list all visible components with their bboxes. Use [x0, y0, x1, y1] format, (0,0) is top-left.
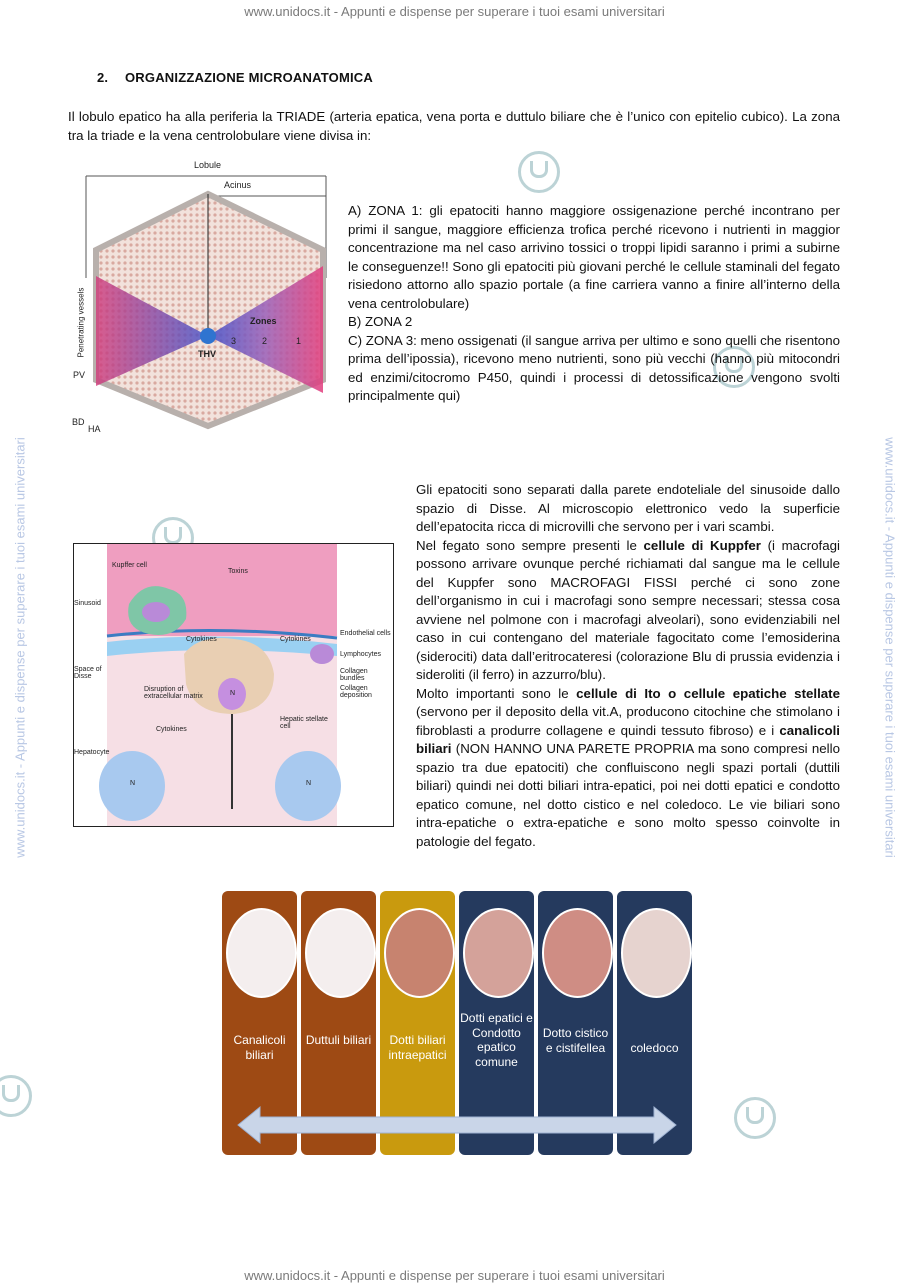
label-collagen-deposition: Collagen deposition — [340, 685, 372, 699]
flow-label: Dotti epatici e Condotto epatico comune — [460, 1011, 533, 1069]
label-endothelial-cells: Endothelial cells — [340, 630, 391, 637]
label-toxins: Toxins — [228, 568, 248, 575]
header-watermark: www.unidocs.it - Appunti e dispense per superare i tuoi esami universitari — [244, 4, 665, 19]
canalicoli-term: canalicoli biliari — [416, 722, 840, 756]
flow-label: Canalicoli biliari — [233, 1033, 286, 1062]
flow-label: Duttuli biliari — [305, 1033, 372, 1047]
zone-1-text: A) ZONA 1: gli epatociti hanno maggiore ossigenazione perché incontrano per primi il sangue, maggiore efficienza trofica perché ricevono i nutrienti in maggior concentrazione ma nel caso arrivino tossici o troppi lipidi saranno i primi a subirne le conseguenze!! Sono gli epatociti più giovani perché le cellule staminali del fegato risiedono attorno allo spazio portale (a fine carriera vanno a finire all’interno della vena centrolobulare) — [348, 203, 840, 311]
label-acinus: Acinus — [224, 180, 252, 190]
label-collagen-bundles: Collagen bundles — [340, 668, 368, 682]
label-zones: Zones — [250, 316, 277, 326]
zones-description — [348, 202, 840, 406]
label-zone-2: 2 — [262, 336, 268, 346]
zone-2-text: B) ZONA 2 — [348, 314, 413, 329]
flow-illustration — [621, 908, 692, 998]
label-penetrating-vessels: Penetrating vessels — [76, 287, 86, 358]
section-number: 2. — [97, 70, 109, 85]
bile-ducts-flow-diagram — [222, 891, 692, 1157]
kupffer-term: cellule di Kuppfer — [643, 537, 761, 553]
intro-paragraph: Il lobulo epatico ha alla periferia la TRIADE (arteria epatica, vena porta e duttulo biliare che è l’unico con epitelio cubico). La zona tra la triade e la vena centrolobulare viene divisa in: — [68, 109, 840, 143]
ito-term: cellule di Ito o cellule epatiche stellate — [576, 685, 840, 701]
flow-illustration — [384, 908, 455, 998]
watermark-logo-icon — [734, 1097, 776, 1139]
hepatic-cells-figure — [73, 543, 394, 827]
label-zone-1: 1 — [296, 336, 302, 346]
right-side-watermark: www.unidocs.it - Appunti e dispense per superare i tuoi esami universitari — [882, 437, 898, 858]
ito-text-e: (NON HANNO UNA PARETE PROPRIA ma sono compresi nello spazio tra due epatociti) che confluiscono negli spazi portali (duttili biliari) quindi nei dotti biliari intra-epatici, poi nei dotti epatici e condotto epatico comune, nel dotto cistico e nel coledoco. Le vie biliari sono intra-epatiche o extra-epatiche e sono molto spesso coinvolte in patologie del fegato. — [416, 741, 840, 849]
label-hepatocyte: Hepatocyte — [74, 749, 110, 756]
label-lobule: Lobule — [194, 160, 222, 170]
watermark-logo-icon — [0, 1075, 32, 1117]
watermark-logo-icon — [518, 151, 560, 193]
kupffer-text-a: Nel fegato sono sempre presenti le — [416, 537, 644, 553]
label-cytokines-2: Cytokines — [280, 636, 311, 643]
double-arrow-icon — [222, 1095, 692, 1155]
flow-illustration — [463, 908, 534, 998]
section-title: ORGANIZZAZIONE MICROANATOMICA — [125, 70, 373, 85]
label-nucleus-center: N — [230, 690, 236, 697]
label-ha: HA — [88, 424, 101, 434]
ito-text-c: (servono per il deposito della vit.A, producono citochine che stimolano i fibroblasti a produrre collagene e quindi tessuto fibroso) e i — [416, 704, 840, 738]
label-disruption: Disruption of extracellular matrix — [144, 686, 203, 700]
label-bd: BD — [72, 417, 85, 427]
lobule-diagram — [68, 158, 343, 433]
flow-label: coledoco — [630, 1041, 679, 1055]
label-nucleus-right: N — [306, 780, 312, 787]
cells-description — [416, 481, 840, 851]
label-lymphocytes: Lymphocytes — [340, 651, 381, 658]
section-heading — [97, 70, 373, 85]
flow-label: Dotto cistico e cistifellea — [542, 1026, 609, 1055]
kupffer-text-c: (i macrofagi possono arrivare ovunque perché richiamati dal sangue ma le cellule del Kuppfer sono MACROFAGI FISSI perché ci sono zone dell’organismo in cui i macrofagi sono sempre necessari; stessa cosa avviene nel polmone con i macrofagi alveolari), sono evidenziabili nel caso in cui contengano del materiale fagocitato come l’emosiderina (siderociti) data dall’eritrocateresi (colorazione Blu di prussia evidenzia i sideroliti (il ferro) in azzurro/blu). — [416, 537, 840, 682]
flow-illustration — [305, 908, 376, 998]
ito-paragraph — [416, 685, 840, 852]
label-hepatic-stellate-cell: Hepatic stellate cell — [280, 716, 328, 730]
zone-3-text: C) ZONA 3: meno ossigenati (il sangue arriva per ultimo e sono quelli che risentono prima dell’ipossia), ricevono meno nutrienti, sono più vecchi (hanno più mitocondri ed enzimi/citocromo P450, quindi i processi di detossificazione vengono svolti principalmente qui) — [348, 332, 840, 403]
disse-paragraph: Gli epatociti sono separati dalla parete endoteliale del sinusoide dallo spazio di Disse. Al microscopio elettronico vedo la superficie dell’epatocita ricca di microvilli che servono per i vari scambi. — [416, 482, 840, 534]
label-sinusoid: Sinusoid — [74, 600, 101, 607]
ito-text-a: Molto importanti sono le — [416, 685, 577, 701]
label-pv: PV — [73, 370, 86, 380]
flow-label: Dotti biliari intraepatici — [388, 1033, 447, 1062]
label-kupffer-cell: Kupffer cell — [112, 562, 147, 569]
kupffer-paragraph — [416, 537, 840, 685]
left-side-watermark: www.unidocs.it - Appunti e dispense per superare i tuoi esami universitari — [12, 437, 28, 858]
label-cytokines-3: Cytokines — [156, 726, 187, 733]
label-cytokines-1: Cytokines — [186, 636, 217, 643]
lobule-figure — [68, 158, 343, 433]
label-zone-3: 3 — [231, 336, 237, 346]
label-thv: THV — [198, 349, 216, 359]
label-space-of-disse: Space of Disse — [74, 666, 102, 680]
label-nucleus-left: N — [130, 780, 136, 787]
flow-illustration — [226, 908, 297, 998]
footer-watermark: www.unidocs.it - Appunti e dispense per superare i tuoi esami universitari — [244, 1268, 665, 1283]
flow-illustration — [542, 908, 613, 998]
